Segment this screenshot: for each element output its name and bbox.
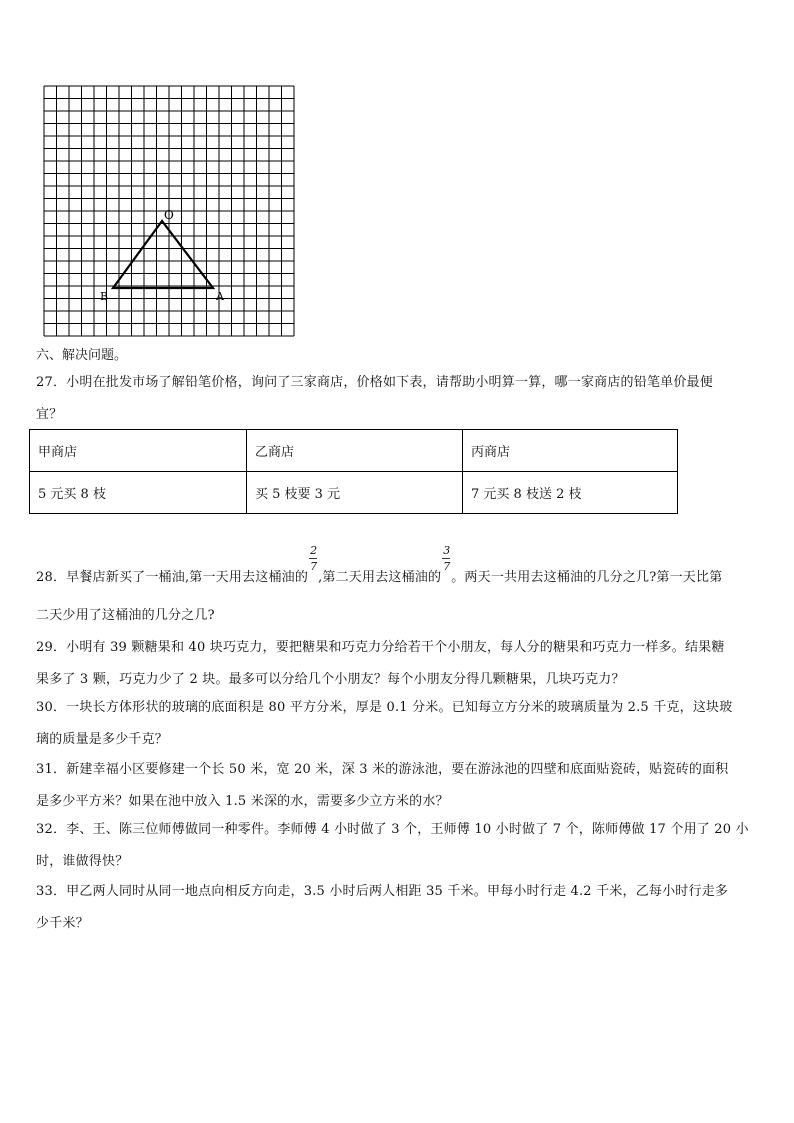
question-28-line2: 二天少用了这桶油的几分之几? — [36, 608, 215, 623]
question-28-text-part3: 。两天一共用去这桶油的几分之几?第一天比第 — [451, 570, 723, 585]
fraction-denominator: 7 — [310, 560, 318, 573]
question-28-line1 — [36, 544, 758, 594]
table-header-cell: 丙商店 — [463, 430, 678, 472]
question-32 — [36, 814, 758, 878]
question-30-line1: 30．一块长方体形状的玻璃的底面积是 80 平方分米，厚是 0.1 分米。已知每立方分米的玻璃质量为 2.5 千克，这块玻 — [36, 700, 733, 715]
fraction-numerator: 2 — [310, 544, 318, 557]
question-33-line2: 少千米？ — [36, 916, 89, 931]
question-28-text-part1: 28．早餐店新买了一桶油,第一天用去这桶油的 — [36, 570, 309, 585]
question-32-line1: 32．李、王、陈三位师傅做同一种零件。李师傅 4 小时做了 3 个，王师傅 10 小时做了 7 个，陈师傅做 17 个用了 20 小 — [36, 822, 749, 837]
table-cell: 7 元买 8 枝送 2 枝 — [463, 472, 678, 514]
question-28-text-part2: ,第二天用去这桶油的 — [318, 570, 442, 585]
fraction-numerator: 3 — [443, 544, 451, 557]
section-title: 六、解决问题。 — [36, 348, 128, 363]
question-31-line1: 31．新建幸福小区要修建一个长 50 米，宽 20 米，深 3 米的游泳池，要在游泳池的四壁和底面贴瓷砖，贴瓷砖的面积 — [36, 762, 729, 777]
question-33-line1: 33．甲乙两人同时从同一地点向相反方向走，3.5 小时后两人相距 35 千米。甲每小时行走 4.2 千米，乙每小时行走多 — [36, 884, 729, 899]
question-29 — [36, 632, 758, 696]
question-32-line2: 时，谁做得快？ — [36, 854, 129, 869]
table-header-cell: 甲商店 — [30, 430, 247, 472]
question-30 — [36, 692, 758, 756]
table-header-cell: 乙商店 — [247, 430, 463, 472]
label-a: A — [216, 290, 224, 303]
question-31 — [36, 754, 758, 818]
grid-figure — [43, 85, 295, 337]
fraction-denominator: 7 — [443, 560, 451, 573]
question-29-line1: 29．小明有 39 颗糖果和 40 块巧克力，要把糖果和巧克力分给若干个小朋友，每人分的糖果和巧克力一样多。结果糖 — [36, 640, 725, 655]
question-28 — [36, 544, 758, 632]
question-27-line2: 宜？ — [36, 407, 63, 422]
question-29-line2: 果多了 3 颗，巧克力少了 2 块。最多可以分给几个小朋友？每个小朋友分得几颗糖果，几块巧克力？ — [36, 672, 625, 687]
question-27-line1: 27．小明在批发市场了解铅笔价格，询问了三家商店，价格如下表，请帮助小明算一算，哪一家商店的铅笔单价最便 — [36, 375, 713, 390]
fraction-bar — [309, 558, 317, 559]
table-row — [30, 472, 678, 514]
label-o: O — [164, 208, 174, 222]
fraction-bar — [442, 558, 450, 559]
table-cell: 买 5 枝要 3 元 — [247, 472, 463, 514]
fraction-three-sevenths — [442, 544, 451, 581]
table-row — [30, 430, 678, 472]
price-table — [29, 429, 678, 514]
question-27 — [36, 367, 758, 431]
fraction-two-sevenths — [309, 544, 318, 581]
triangle-oab — [113, 221, 213, 288]
question-31-line2: 是多少平方米？如果在池中放入 1.5 米深的水，需要多少立方米的水？ — [36, 794, 449, 809]
label-b: B — [100, 290, 109, 303]
question-33 — [36, 876, 758, 940]
question-30-line2: 璃的质量是多少千克？ — [36, 732, 169, 747]
table-cell: 5 元买 8 枝 — [30, 472, 247, 514]
